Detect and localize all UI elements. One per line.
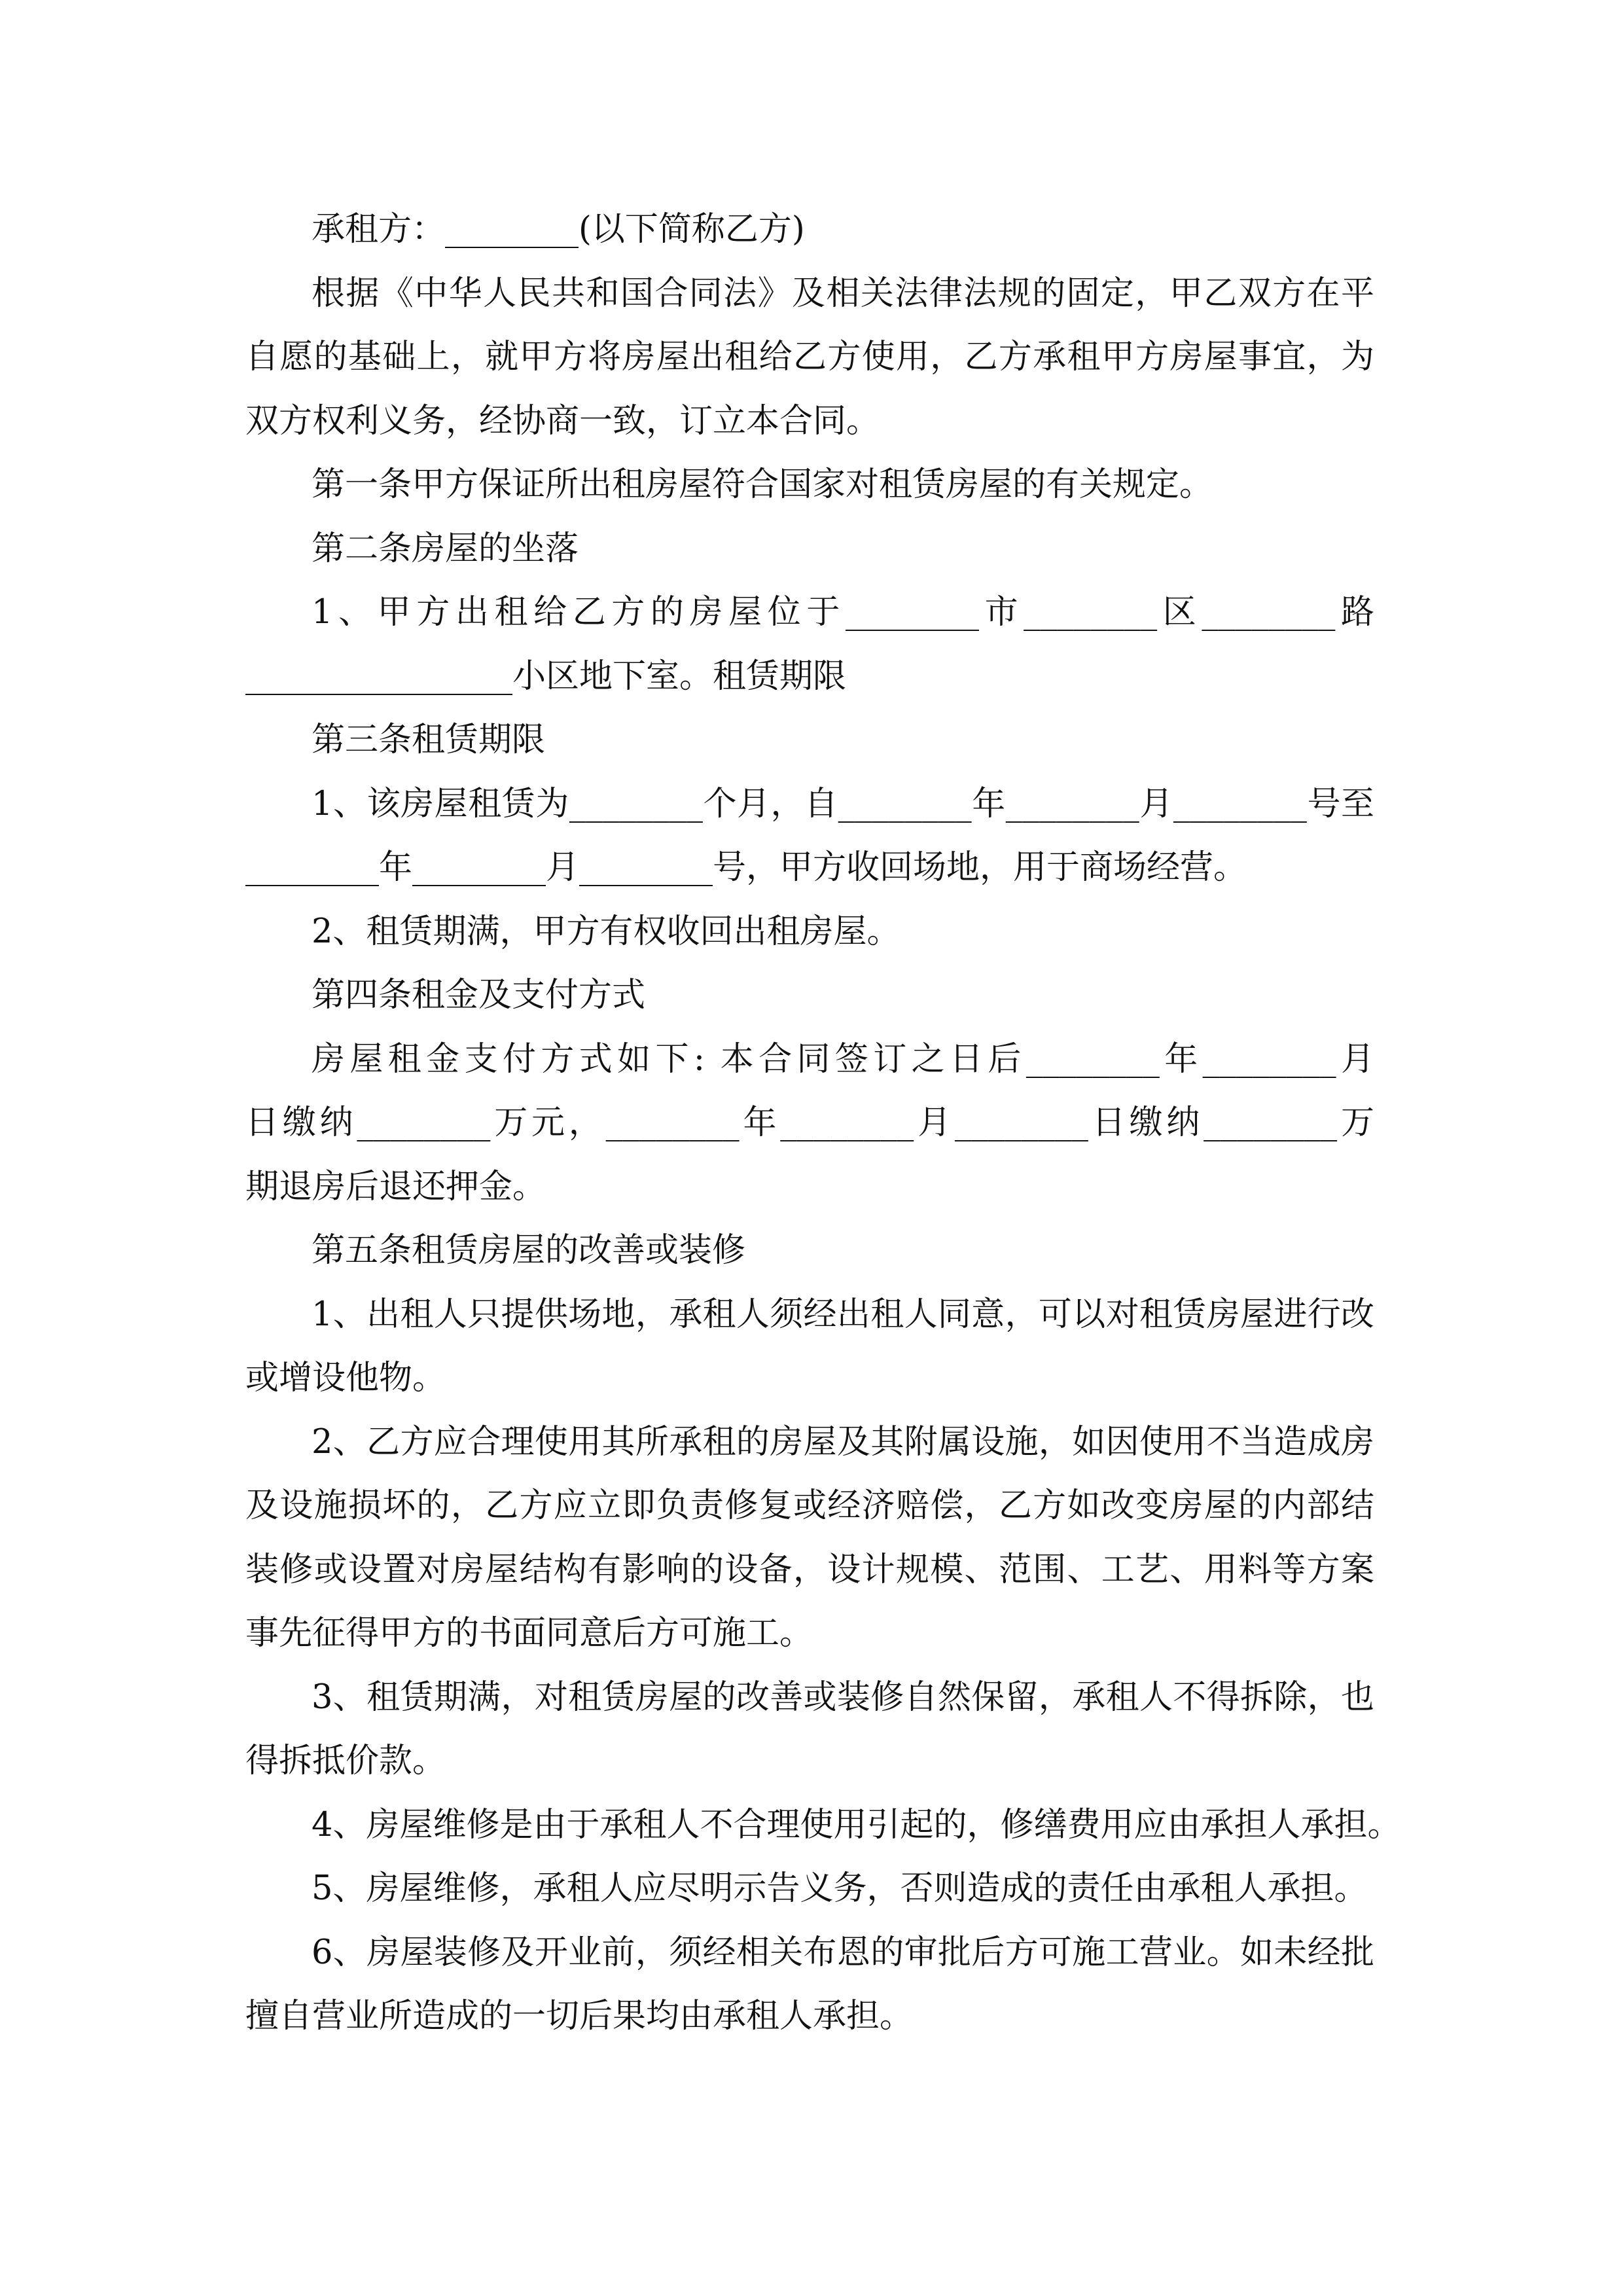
paragraph <box>245 262 1374 454</box>
paragraph-line: 5、房屋维修，承租人应尽明示告义务，否则造成的责任由承租人承担。 <box>312 1869 1368 1908</box>
paragraph <box>245 1793 1401 1857</box>
paragraph <box>245 453 1374 517</box>
contract-body <box>245 198 1401 2049</box>
paragraph <box>245 708 1374 772</box>
paragraph-line: 承租方：________(以下简称乙方) <box>312 210 805 249</box>
paragraph-line: 得拆抵价款。 <box>245 1742 446 1780</box>
paragraph-line: 擅自营业所造成的一切后果均由承租人承担。 <box>245 1997 914 2036</box>
paragraph-line: 第二条房屋的坐落 <box>312 529 579 568</box>
paragraph <box>245 198 1374 262</box>
paragraph-line: ________年________月________号，甲方收回场地，用于商场经营。 <box>245 848 1247 887</box>
paragraph-line: 自愿的基础上，就甲方将房屋出租给乙方使用，乙方承租甲方房屋事宜，为 <box>245 338 1374 376</box>
paragraph-line: 第三条租赁期限 <box>312 721 546 759</box>
paragraph-line: 事先征得甲方的书面同意后方可施工。 <box>245 1614 813 1653</box>
paragraph <box>245 581 1374 708</box>
paragraph <box>245 1219 1374 1283</box>
paragraph-line: 房屋租金支付方式如下: 本合同签订之日后________年________月 <box>312 1039 1374 1079</box>
paragraph <box>245 963 1374 1028</box>
paragraph-line: 双方权利义务，经协商一致，订立本合同。 <box>245 401 880 440</box>
paragraph-line: 2、租赁期满，甲方有权收回出租房屋。 <box>312 912 901 951</box>
paragraph <box>245 1857 1374 1921</box>
paragraph <box>245 1283 1374 1410</box>
paragraph <box>245 1028 1374 1219</box>
paragraph-line: 装修或设置对房屋结构有影响的设备，设计规模、范围、工艺、用料等方案 <box>245 1550 1374 1589</box>
paragraph <box>245 1666 1374 1793</box>
paragraph <box>245 900 1374 964</box>
paragraph-line: 第一条甲方保证所出租房屋符合国家对租赁房屋的有关规定。 <box>312 465 1213 504</box>
paragraph <box>245 1410 1374 1666</box>
paragraph-line: 或增设他物。 <box>245 1359 446 1397</box>
paragraph <box>245 517 1374 581</box>
paragraph-line: 1、出租人只提供场地，承租人须经出租人同意，可以对租赁房屋进行改 <box>312 1295 1374 1334</box>
paragraph <box>245 1921 1374 2049</box>
paragraph-line: 1、该房屋租赁为________个月，自________年________月________号至 <box>312 784 1374 823</box>
paragraph-line: 3、租赁期满，对租赁房屋的改善或装修自然保留，承租人不得拆除，也 <box>312 1677 1374 1717</box>
paragraph-line: 第四条租金及支付方式 <box>312 976 646 1014</box>
paragraph-line: 6、房屋装修及开业前，须经相关布恩的审批后方可施工营业。如未经批 <box>312 1933 1374 1972</box>
paragraph-line: 日缴纳________万元，________年________月________日缴纳________万 <box>245 1103 1374 1142</box>
paragraph-line: 1、甲方出租给乙方的房屋位于________市________区________路 <box>312 593 1374 632</box>
paragraph <box>245 772 1374 900</box>
paragraph-line: 4、房屋维修是由于承租人不合理使用引起的，修缮费用应由承担人承担。 <box>312 1805 1401 1844</box>
paragraph-line: 2、乙方应合理使用其所承租的房屋及其附属设施，如因使用不当造成房 <box>312 1422 1374 1462</box>
paragraph-line: 期退房后退还押金。 <box>245 1167 546 1206</box>
paragraph-line: 及设施损坏的，乙方应立即负责修复或经济赔偿，乙方如改变房屋的内部结 <box>245 1486 1374 1525</box>
paragraph-line: 第五条租赁房屋的改善或装修 <box>312 1231 746 1270</box>
paragraph-line: ________________小区地下室。租赁期限 <box>245 656 847 696</box>
paragraph-line: 根据《中华人民共和国合同法》及相关法律法规的固定，甲乙双方在平 <box>312 274 1374 313</box>
